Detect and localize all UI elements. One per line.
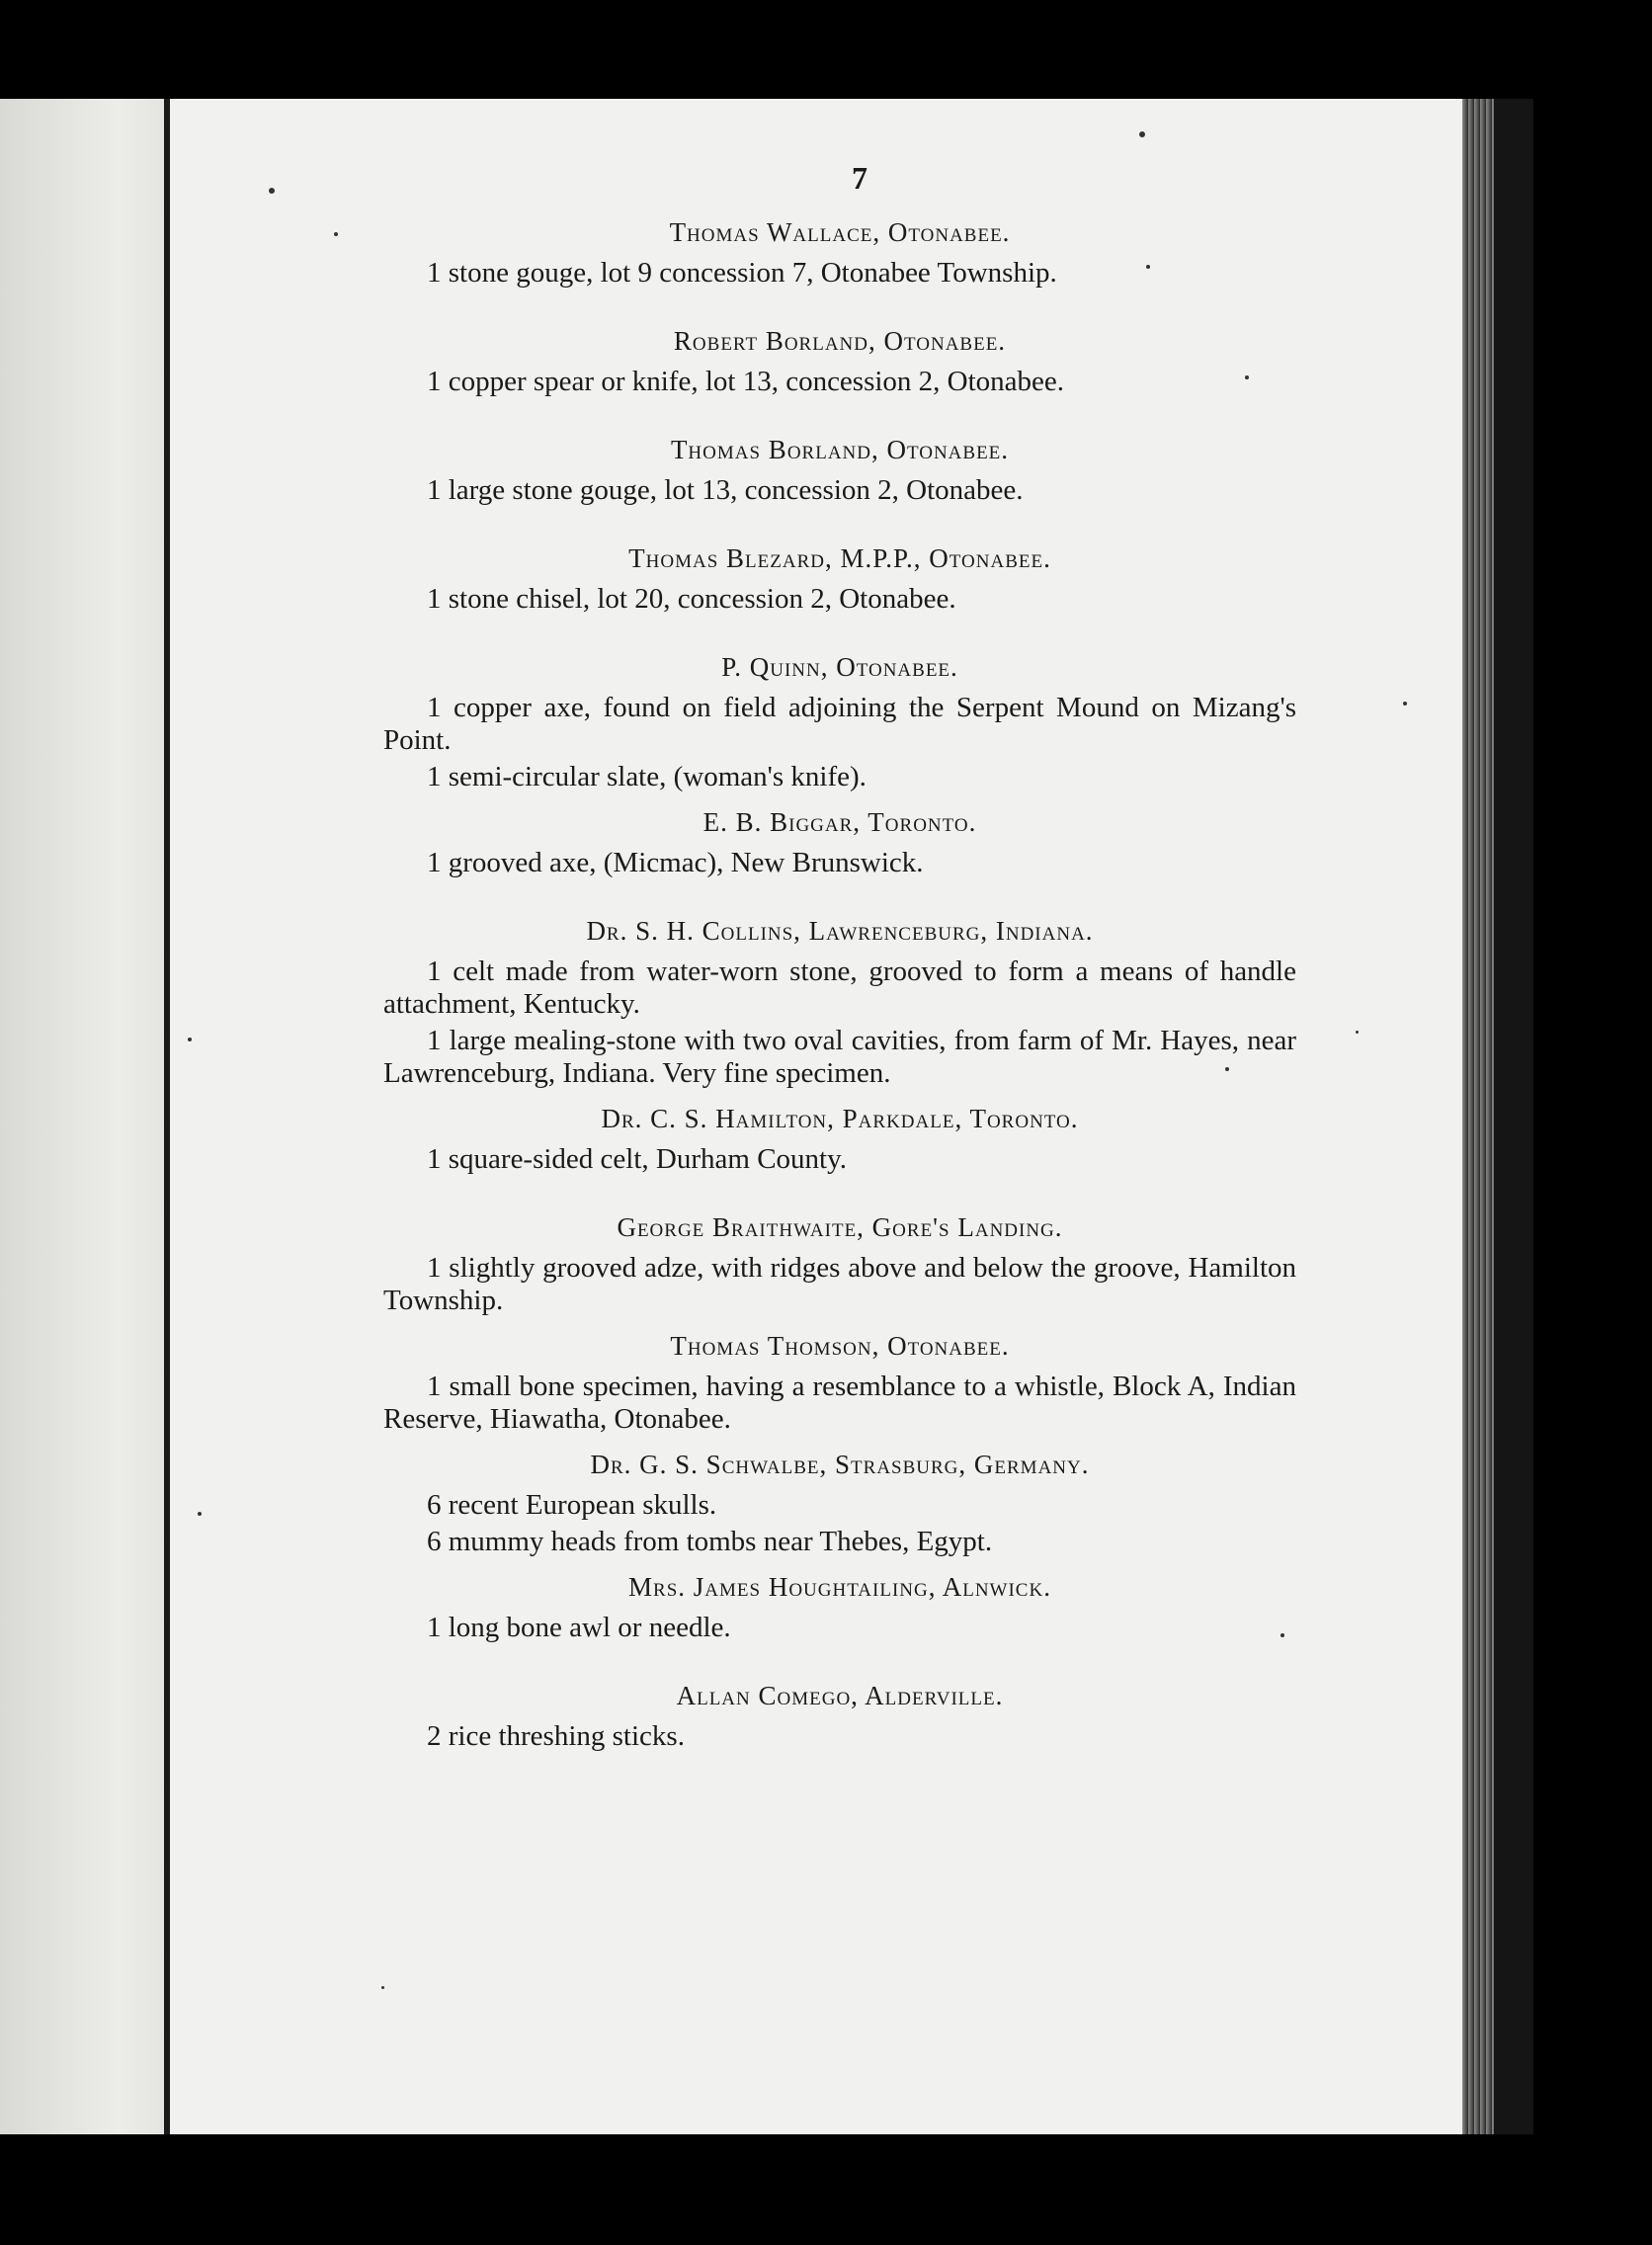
scan-speck — [1356, 1031, 1359, 1034]
donation-item: 1 grooved axe, (Micmac), New Brunswick. — [427, 847, 924, 878]
donation-item: 1 long bone awl or needle. — [427, 1612, 731, 1643]
donation-item: 6 mummy heads from tombs near Thebes, Egypt. — [427, 1526, 993, 1557]
donation-item: 1 copper spear or knife, lot 13, concession 2, Otonabee. — [427, 366, 1065, 397]
donor-heading: Robert Borland, Otonabee. — [673, 326, 1007, 356]
donation-item: 1 small bone specimen, having a resemblance to a whistle, Block A, Indian Reserve, Hiawatha, Otonabee. — [383, 1371, 1296, 1435]
donation-list — [383, 208, 1296, 1780]
scan-speck — [381, 1986, 384, 1989]
scan-speck — [188, 1038, 192, 1041]
donor-heading: Mrs. James Houghtailing, Alnwick. — [628, 1572, 1051, 1602]
donor-heading: Thomas Blezard, M.P.P., Otonabee. — [628, 543, 1051, 573]
scan-speck — [1280, 1633, 1284, 1637]
scan-speck — [1403, 702, 1407, 706]
scan-speck — [1225, 1067, 1229, 1071]
donation-item: 1 celt made from water-worn stone, grooved to form a means of handle attachment, Kentucky. — [383, 956, 1296, 1020]
donor-heading: P. Quinn, Otonabee. — [721, 652, 958, 682]
donor-heading: Allan Comego, Alderville. — [676, 1681, 1004, 1710]
donation-item: 1 square-sided celt, Durham County. — [427, 1143, 847, 1175]
scan-speck — [334, 232, 338, 236]
donation-item: 1 semi-circular slate, (woman's knife). — [427, 761, 867, 792]
scan-speck — [1139, 131, 1145, 137]
binding-edge — [164, 99, 170, 2134]
donor-heading: Dr. C. S. Hamilton, Parkdale, Toronto. — [601, 1104, 1079, 1133]
donation-item: 1 stone chisel, lot 20, concession 2, Otonabee. — [427, 583, 956, 615]
donor-heading: George Braithwaite, Gore's Landing. — [617, 1212, 1063, 1242]
book-cover-edge — [1494, 99, 1533, 2134]
donor-heading: Dr. S. H. Collins, Lawrenceburg, Indiana. — [586, 916, 1094, 946]
scan-speck — [1245, 375, 1249, 379]
donor-heading: Thomas Wallace, Otonabee. — [669, 217, 1011, 247]
scan-speck — [1146, 265, 1150, 269]
donor-heading: E. B. Biggar, Toronto. — [702, 807, 977, 837]
gutter-shadow — [0, 99, 164, 2134]
donation-item: 1 stone gouge, lot 9 concession 7, Otonabee Township. — [427, 257, 1057, 289]
donation-item: 1 copper axe, found on field adjoining the Serpent Mound on Mizang's Point. — [383, 692, 1296, 756]
donation-item: 1 large mealing-stone with two oval cavities, from farm of Mr. Hayes, near Lawrenceburg, Indiana. Very fine specimen. — [383, 1025, 1296, 1089]
donation-item: 2 rice threshing sticks. — [427, 1720, 685, 1752]
page-text — [383, 148, 1296, 1780]
donation-item: 1 slightly grooved adze, with ridges above and below the groove, Hamilton Township. — [383, 1252, 1296, 1316]
donor-heading: Thomas Borland, Otonabee. — [670, 435, 1010, 464]
donor-heading: Dr. G. S. Schwalbe, Strasburg, Germany. — [590, 1450, 1090, 1479]
donation-item: 1 large stone gouge, lot 13, concession 2, Otonabee. — [427, 474, 1024, 506]
page-number: 7 — [852, 160, 867, 196]
donor-heading: Thomas Thomson, Otonabee. — [670, 1331, 1010, 1361]
scan-speck — [269, 188, 275, 194]
scan-speck — [198, 1512, 202, 1516]
page-edge-stack — [1462, 99, 1494, 2134]
donation-item: 6 recent European skulls. — [427, 1489, 717, 1521]
